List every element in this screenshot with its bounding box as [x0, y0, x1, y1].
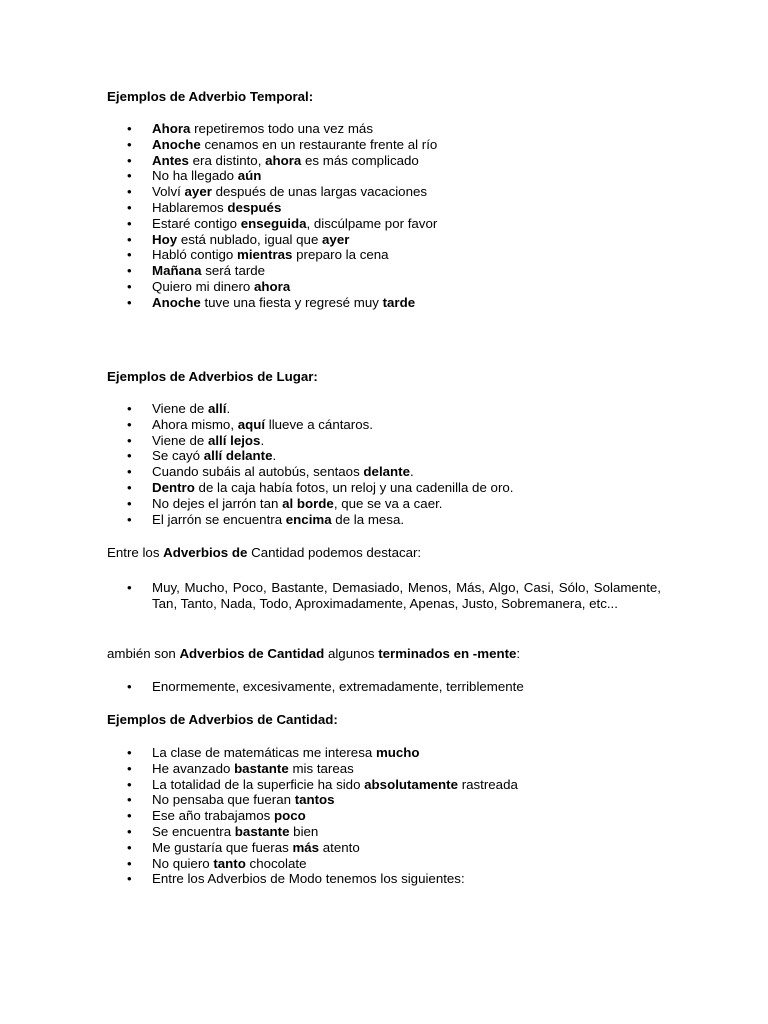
- item-run: al borde: [282, 495, 334, 511]
- list-item: [0, 433, 768, 449]
- list-item: [0, 295, 768, 311]
- item-run: preparo la cena: [292, 247, 389, 263]
- list-item: [0, 512, 768, 528]
- heading-lugar: Ejemplos de Adverbios de Lugar:: [107, 369, 318, 384]
- item-run: es más complicado: [301, 152, 419, 168]
- item-run: , discúlpame por favor: [306, 215, 438, 231]
- bullet-icon: •: [127, 495, 132, 511]
- item-run: llueve a cántaros.: [265, 416, 373, 432]
- text-run: Adverbios de Cantidad: [179, 646, 325, 661]
- item-run: de la caja había fotos, un reloj y una cadenilla de oro.: [194, 479, 514, 495]
- item-run: atento: [319, 839, 360, 855]
- item-run: Enormemente, excesivamente, extremadamente, terriblemente: [152, 679, 524, 694]
- list-lugar: [0, 401, 768, 527]
- text-run: Cantidad podemos destacar:: [247, 545, 422, 560]
- bullet-icon: •: [127, 136, 132, 152]
- list-item: [0, 153, 768, 169]
- item-run: chocolate: [245, 855, 307, 871]
- bullet-icon: •: [127, 278, 132, 294]
- bullet-icon: •: [127, 448, 132, 464]
- item-run: Habló contigo: [152, 247, 238, 263]
- item-run: Estaré contigo: [152, 215, 241, 231]
- bullet-icon: •: [127, 401, 132, 416]
- item-run: , que se va a caer.: [333, 495, 443, 511]
- list-item: [0, 824, 768, 840]
- item-run: Entre los Adverbios de Modo tenemos los siguientes:: [152, 871, 465, 887]
- item-run: .: [409, 464, 414, 480]
- list-mente-words: [0, 679, 768, 695]
- list-item: [0, 679, 768, 695]
- item-run: Volví: [152, 184, 185, 200]
- item-run: La totalidad de la superficie ha sido: [152, 776, 365, 792]
- list-item: [0, 856, 768, 872]
- list-temporal: [0, 121, 768, 311]
- item-run: será tarde: [201, 263, 266, 279]
- list-item: [0, 840, 768, 856]
- list-cantidad: [0, 745, 768, 887]
- list-item: [0, 792, 768, 808]
- list-item: [0, 247, 768, 263]
- item-run: El jarrón se encuentra: [152, 511, 286, 527]
- list-item: [0, 745, 768, 761]
- text-run: ambién son: [107, 646, 180, 661]
- item-run: después de unas largas vacaciones: [211, 184, 428, 200]
- item-run: mucho: [375, 745, 420, 760]
- item-run: tuve una fiesta y regresé muy: [200, 294, 383, 310]
- item-run: Viene de: [152, 401, 208, 416]
- item-run: Quiero mi dinero: [152, 278, 254, 294]
- item-run: absolutamente: [364, 776, 458, 792]
- text-run: terminados en -mente: [378, 646, 517, 661]
- item-run: Muy, Mucho, Poco, Bastante, Demasiado, Menos, Más, Algo, Casi, Sólo, Solamente, Tan, Tanto, Nada, Todo, Aproximadamente, Apenas, Justo, Sobremanera, etc...: [152, 580, 661, 611]
- item-run: rastreada: [458, 776, 518, 792]
- item-run: de la mesa.: [331, 511, 405, 527]
- item-run: .: [226, 401, 231, 416]
- item-run: No quiero: [152, 855, 214, 871]
- text-run: :: [516, 646, 521, 661]
- item-run: tantos: [294, 792, 335, 808]
- item-run: Hoy: [152, 231, 178, 247]
- bullet-icon: •: [127, 760, 132, 776]
- bullet-icon: •: [127, 776, 132, 792]
- list-item: [0, 216, 768, 232]
- item-run: bastante: [234, 760, 289, 776]
- bullet-icon: •: [127, 199, 132, 215]
- item-run: mientras: [237, 247, 293, 263]
- item-run: .: [260, 432, 265, 448]
- list-item: [0, 761, 768, 777]
- item-run: .: [272, 448, 277, 464]
- list-item: [0, 417, 768, 433]
- item-run: bastante: [234, 823, 290, 839]
- bullet-icon: •: [127, 823, 132, 839]
- item-run: enseguida: [240, 215, 307, 231]
- bullet-icon: •: [127, 432, 132, 448]
- item-run: delante: [363, 464, 410, 480]
- bullet-icon: •: [127, 464, 132, 480]
- item-run: allí: [207, 401, 227, 416]
- item-run: No ha llegado: [152, 168, 238, 184]
- item-run: poco: [273, 808, 306, 824]
- bullet-icon: •: [127, 855, 132, 871]
- list-item: [0, 448, 768, 464]
- item-run: aquí: [237, 416, 266, 432]
- heading-cantidad: Ejemplos de Adverbios de Cantidad:: [107, 712, 338, 727]
- bullet-icon: •: [127, 580, 132, 595]
- paragraph-mente-intro: [107, 646, 520, 662]
- item-run: Dentro: [152, 479, 195, 495]
- item-run: La clase de matemáticas me interesa: [152, 745, 376, 760]
- item-run: Anoche: [152, 136, 201, 152]
- bullet-icon: •: [127, 679, 132, 694]
- bullet-icon: •: [127, 121, 132, 136]
- paragraph-cantidad-intro: [107, 545, 421, 561]
- bullet-icon: •: [127, 184, 132, 200]
- item-run: Se cayó: [152, 448, 204, 464]
- item-run: tanto: [213, 855, 246, 871]
- list-item: [0, 496, 768, 512]
- item-run: Mañana: [152, 263, 202, 279]
- bullet-icon: •: [127, 152, 132, 168]
- list-item: [0, 480, 768, 496]
- item-run: después: [227, 199, 282, 215]
- item-run: Antes: [152, 152, 189, 168]
- list-item: [0, 137, 768, 153]
- item-run: Ahora mismo,: [152, 416, 238, 432]
- bullet-icon: •: [127, 263, 132, 279]
- bullet-icon: •: [127, 416, 132, 432]
- text-run: algunos: [324, 646, 379, 661]
- bullet-icon: •: [127, 871, 132, 887]
- list-cantidad-words: [0, 580, 768, 612]
- item-run: repetiremos todo una vez más: [190, 121, 373, 136]
- item-run: He avanzado: [152, 760, 235, 776]
- item-run: Hablaremos: [152, 199, 228, 215]
- item-run: Ahora: [152, 121, 191, 136]
- bullet-icon: •: [127, 808, 132, 824]
- item-run: No dejes el jarrón tan: [152, 495, 283, 511]
- item-run: Ese año trabajamos: [152, 808, 274, 824]
- bullet-icon: •: [127, 215, 132, 231]
- item-run: aún: [237, 168, 262, 184]
- bullet-icon: •: [127, 168, 132, 184]
- item-run: Me gustaría que fueras: [152, 839, 293, 855]
- bullet-icon: •: [127, 231, 132, 247]
- bullet-icon: •: [127, 792, 132, 808]
- item-run: ayer: [184, 184, 212, 200]
- item-run: Cuando subáis al autobús, sentaos: [152, 464, 364, 480]
- item-run: más: [292, 839, 320, 855]
- list-item: [0, 464, 768, 480]
- text-run: Entre los: [107, 545, 164, 560]
- item-run: No pensaba que fueran: [152, 792, 295, 808]
- item-run: bien: [289, 823, 319, 839]
- item-run: mis tareas: [288, 760, 354, 776]
- list-item: [0, 232, 768, 248]
- item-run: ahora: [254, 278, 291, 294]
- item-run: allí delante: [203, 448, 273, 464]
- bullet-icon: •: [127, 511, 132, 527]
- list-item: [0, 871, 768, 887]
- item-run: está nublado, igual que: [177, 231, 323, 247]
- item-run: Se encuentra: [152, 823, 235, 839]
- bullet-icon: •: [127, 247, 132, 263]
- list-item: [0, 279, 768, 295]
- bullet-icon: •: [127, 479, 132, 495]
- item-run: encima: [285, 511, 332, 527]
- list-item: [0, 777, 768, 793]
- item-run: era distinto,: [188, 152, 266, 168]
- list-item: [0, 168, 768, 184]
- list-item: [0, 200, 768, 216]
- list-item: [0, 184, 768, 200]
- list-item: [0, 401, 768, 417]
- bullet-icon: •: [127, 745, 132, 760]
- item-run: ayer: [322, 231, 350, 247]
- list-item: [0, 263, 768, 279]
- list-item: [0, 808, 768, 824]
- bullet-icon: •: [127, 839, 132, 855]
- item-run: tarde: [382, 294, 416, 310]
- item-run: Anoche: [152, 294, 201, 310]
- list-item: [0, 580, 768, 612]
- text-run: Adverbios de: [163, 545, 248, 560]
- heading-temporal: Ejemplos de Adverbio Temporal:: [107, 89, 314, 104]
- list-item: [0, 121, 768, 137]
- item-run: Viene de: [152, 432, 208, 448]
- item-run: cenamos en un restaurante frente al río: [200, 136, 438, 152]
- bullet-icon: •: [127, 294, 132, 310]
- item-run: ahora: [265, 152, 302, 168]
- item-run: allí lejos: [207, 432, 261, 448]
